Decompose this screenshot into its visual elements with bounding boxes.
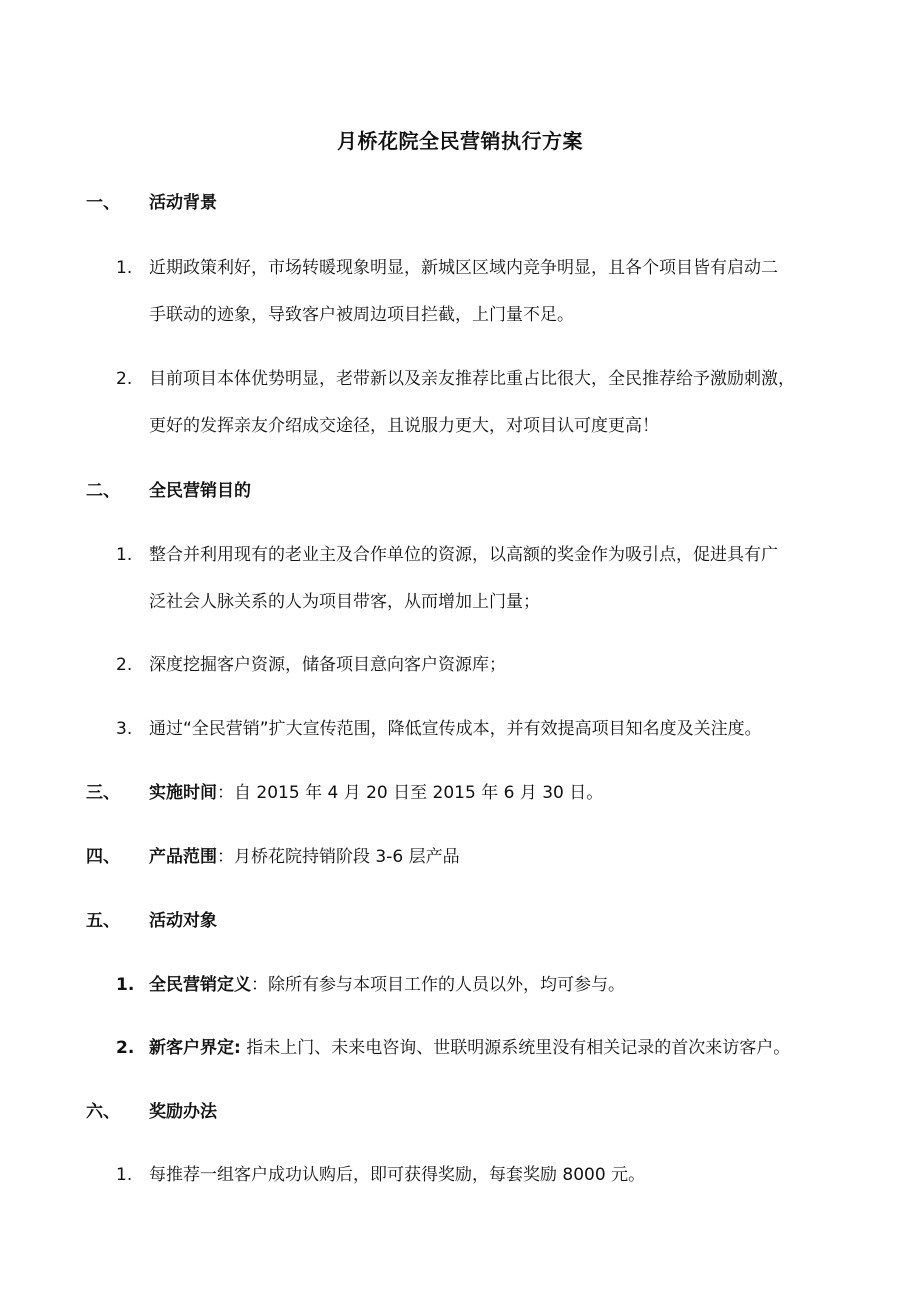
list-item-number: 2.: [116, 1038, 135, 1058]
section-4-content: [149, 846, 460, 868]
list-item-text: 目前项目本体优势明显，老带新以及亲友推荐比重占比很大，全民推荐给予激励刺激，: [149, 369, 795, 389]
list-item-number: 1.: [116, 545, 133, 565]
section-4-label: 产品范围: [149, 847, 217, 867]
section-1-heading: 活动背景: [149, 193, 217, 213]
section-2-heading: 全民营销目的: [149, 481, 251, 501]
section-6-heading: 奖励办法: [149, 1102, 217, 1122]
list-item-number: 3.: [116, 719, 133, 739]
list-item-text: 整合并利用现有的老业主及合作单位的资源，以高额的奖金作为吸引点，促进具有广: [149, 545, 778, 565]
list-item-number: 2.: [116, 655, 133, 675]
list-item-text: 每推荐一组客户成功认购后，即可获得奖励，每套奖励 8000 元。: [149, 1165, 646, 1185]
list-item-text: 近期政策利好，市场转暖现象明显，新城区区域内竞争明显，且各个项目皆有启动二: [149, 258, 778, 278]
list-item-text: 手联动的迹象，导致客户被周边项目拦截，上门量不足。: [149, 305, 574, 325]
list-item-text: 深度挖掘客户资源，储备项目意向客户资源库；: [149, 655, 506, 675]
section-3-number: 三、: [86, 783, 120, 803]
section-3-content: [149, 782, 603, 804]
section-4-number: 四、: [86, 847, 120, 867]
list-item-body: 指未上门、未来电咨询、世联明源系统里没有相关记录的首次来访客户。: [240, 1038, 791, 1058]
list-item-label: 新客户界定:: [149, 1038, 241, 1058]
section-4-text: ：月桥花院持销阶段 3-6 层产品: [217, 847, 460, 867]
list-item-text: [149, 974, 849, 996]
section-5-heading: 活动对象: [149, 911, 217, 931]
list-item-text: 更好的发挥亲友介绍成交途径，且说服力更大，对项目认可度更高！: [149, 416, 659, 436]
document-title: 月桥花院全民营销执行方案: [337, 129, 583, 153]
list-item-number: 1.: [116, 1165, 133, 1185]
section-6-number: 六、: [86, 1102, 120, 1122]
list-item-number: 1.: [116, 258, 133, 278]
section-1-number: 一、: [86, 193, 120, 213]
section-5-number: 五、: [86, 911, 120, 931]
section-2-number: 二、: [86, 481, 120, 501]
list-item-text: 通过“全民营销”扩大宣传范围，降低宣传成本，并有效提高项目知名度及关注度。: [149, 719, 762, 739]
list-item-number: 1.: [116, 975, 135, 995]
list-item-text: 泛社会人脉关系的人为项目带客，从而增加上门量；: [149, 592, 540, 612]
section-3-text: ：自 2015 年 4 月 20 日至 2015 年 6 月 30 日。: [217, 783, 604, 803]
list-item-body: ：除所有参与本项目工作的人员以外，均可参与。: [251, 975, 625, 995]
list-item-label: 全民营销定义: [149, 975, 251, 995]
section-3-label: 实施时间: [149, 783, 217, 803]
list-item-number: 2.: [116, 369, 133, 389]
list-item-text: [149, 1037, 849, 1059]
